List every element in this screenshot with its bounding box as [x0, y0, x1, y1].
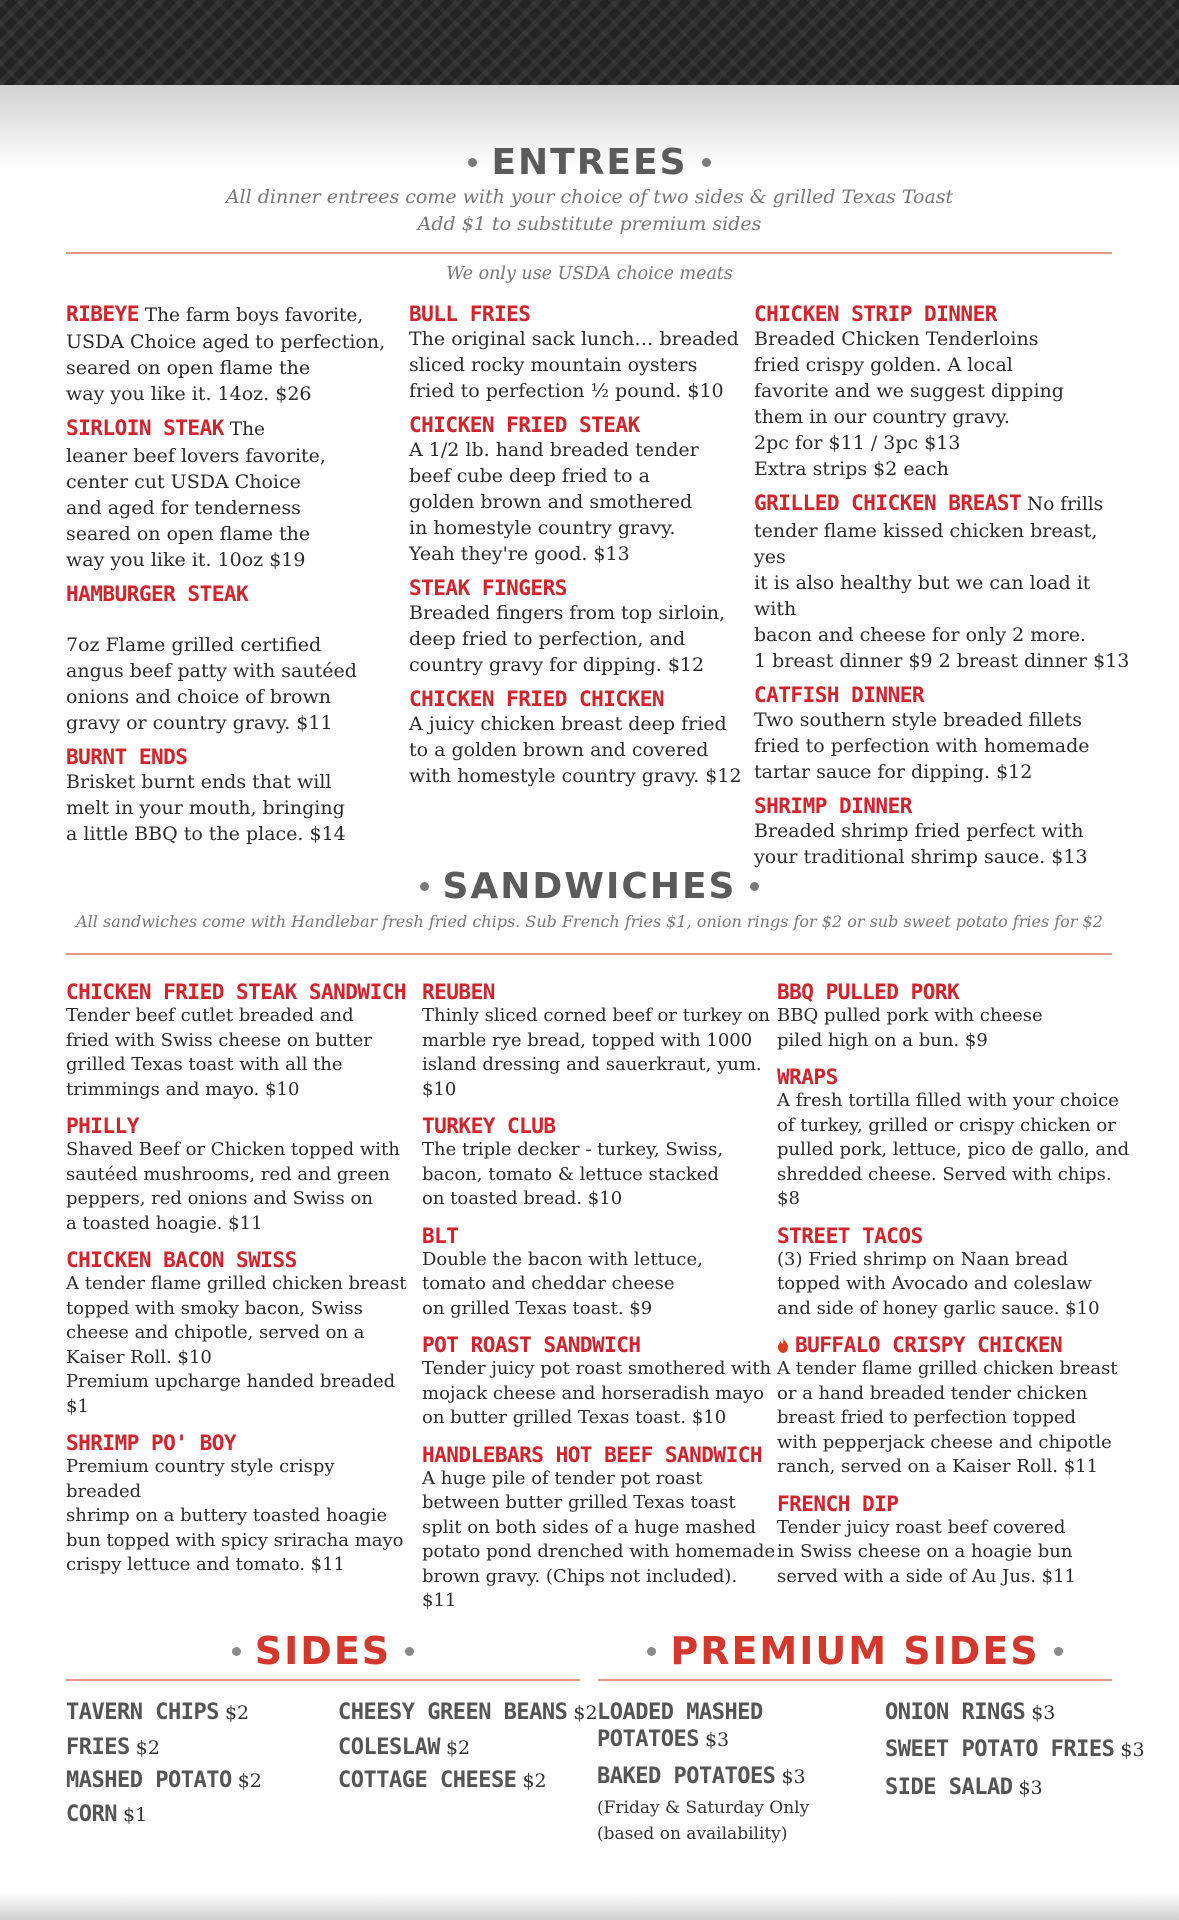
menu-item [754, 302, 1134, 482]
menu-item-name: WRAPS [777, 1065, 838, 1089]
menu-item-description: The original sack lunch… breaded sliced rocky mountain oysters fried to perfection ½ pound. $10 [409, 328, 739, 402]
premium-sides-title-text: PREMIUM SIDES [670, 1629, 1040, 1673]
menu-item [777, 1333, 1137, 1480]
bullet-dot-icon [1054, 1647, 1063, 1656]
menu-item-header [422, 1114, 777, 1138]
menu-item-header [66, 1431, 411, 1455]
flame-icon [777, 1337, 789, 1353]
menu-item-description: Tender juicy pot roast smothered with mojack cheese and horseradish mayo on butter grilled Texas toast. $10 [422, 1358, 772, 1428]
menu-item [409, 687, 744, 789]
menu-item [66, 745, 401, 847]
menu-item-description: The triple decker - turkey, Swiss, bacon, tomato & lettuce stacked on toasted bread. $10 [422, 1139, 724, 1209]
side-price: $2 [224, 1702, 250, 1724]
menu-item-header [422, 980, 777, 1004]
menu-item-description: Breaded Chicken Tenderloins fried crispy golden. A local favorite and we suggest dipping them in our country gravy. 2pc for $11 / 3pc $13 Extra strips $2 each [754, 328, 1064, 480]
premium-side-item [885, 1700, 1055, 1725]
menu-item-description: Shaved Beef or Chicken topped with sautéed mushrooms, red and green peppers, red onions and Swiss on a toasted hoagie. $11 [66, 1139, 400, 1234]
sandwiches-column-2 [422, 980, 777, 1626]
menu-item-header [422, 1224, 777, 1248]
menu-item-description: leaner beef lovers favorite, center cut USDA Choice and aged for tenderness seared on open flame the way you like it. 10oz $19 [66, 445, 326, 571]
menu-item-header [754, 794, 1134, 818]
menu-item-header [777, 1492, 1137, 1516]
sandwiches-title-text: SANDWICHES [442, 865, 737, 907]
menu-item-description: Two southern style breaded fillets fried to perfection with homemade tartar sauce for dipping. $12 [754, 709, 1090, 783]
menu-item-description: BBQ pulled pork with cheese piled high on a bun. $9 [777, 1005, 1043, 1051]
bullet-dot-icon [647, 1647, 656, 1656]
entrees-subtitle-2: Add $1 to substitute premium sides [417, 213, 762, 235]
menu-item-name: CHICKEN STRIP DINNER [754, 302, 997, 326]
menu-item [777, 1224, 1137, 1322]
menu-item-header [66, 302, 401, 329]
entrees-title [0, 140, 1179, 184]
side-name: COTTAGE CHEESE [338, 1768, 517, 1793]
menu-item-description: USDA Choice aged to perfection, seared on open flame the way you like it. 14oz. $26 [66, 331, 386, 405]
top-texture-bar [0, 0, 1179, 85]
premium-side-item [597, 1700, 763, 1754]
menu-item-description: (3) Fried shrimp on Naan bread topped with Avocado and coleslaw and side of honey garlic sauce. $10 [777, 1248, 1100, 1319]
bottom-shadow [0, 1892, 1179, 1920]
menu-item-name: BBQ PULLED PORK [777, 980, 960, 1004]
entrees-divider [66, 252, 1112, 254]
menu-item [409, 576, 744, 678]
entrees-column-2 [409, 302, 744, 798]
side-item [338, 1768, 547, 1793]
bullet-dot-icon [420, 882, 429, 891]
menu-item-header [409, 576, 744, 600]
menu-item [777, 1492, 1137, 1590]
side-price: $2 [237, 1770, 262, 1792]
baked-potato-note-2: (based on availability) [597, 1824, 788, 1844]
menu-item-header [754, 302, 1134, 326]
premium-side-item [597, 1764, 806, 1789]
side-name: POTATOES [597, 1727, 699, 1752]
premium-side-item [885, 1775, 1043, 1800]
menu-item-header [754, 683, 1134, 707]
side-name: SWEET POTATO FRIES [885, 1737, 1115, 1762]
menu-item [422, 1224, 777, 1322]
menu-item-header [422, 1333, 777, 1357]
side-price: $3 [1018, 1777, 1043, 1799]
menu-item-description: A tender flame grilled chicken breast or a hand breaded tender chicken breast fried to perfection topped with pepperjack cheese and chipotle ranch, served on a Kaiser Roll. $11 [777, 1358, 1118, 1477]
menu-item-description-lead: The farm boys favorite, [138, 305, 364, 326]
menu-item [409, 413, 744, 567]
sides-divider [66, 1679, 580, 1681]
menu-item-description: Tender beef cutlet breaded and fried with Swiss cheese on butter grilled Texas toast with all the trimmings and mayo. $10 [66, 1005, 372, 1100]
side-name: CHEESY GREEN BEANS [338, 1700, 568, 1725]
side-name: ONION RINGS [885, 1700, 1026, 1725]
side-price: $2 [522, 1770, 547, 1792]
menu-item-header [66, 416, 401, 443]
side-item [66, 1700, 249, 1725]
side-name: SIDE SALAD [885, 1775, 1013, 1800]
menu-item-description-lead: No frills [1021, 494, 1104, 515]
menu-item-name: CHICKEN FRIED STEAK SANDWICH [66, 980, 407, 1004]
menu-item-name: GRILLED CHICKEN BREAST [754, 491, 1022, 515]
menu-item-description: Breaded fingers from top sirloin, deep fried to perfection, and country gravy for dipping. $12 [409, 602, 726, 676]
menu-item-header [66, 745, 401, 769]
entrees-column-1 [66, 302, 401, 856]
menu-item [754, 491, 1134, 674]
sandwiches-column-1 [66, 980, 411, 1590]
side-item [66, 1735, 160, 1760]
side-name: CORN [66, 1802, 117, 1827]
menu-item-name: HANDLEBARS HOT BEEF SANDWICH [422, 1442, 763, 1467]
side-name: COLESLAW [338, 1735, 440, 1760]
side-item [66, 1802, 147, 1827]
menu-item [754, 794, 1134, 870]
sandwiches-subtitle: All sandwiches come with Handlebar fresh fried chips. Sub French fries $1, onion rings for $2 or sub sweet potato fries for $2 [76, 912, 1103, 931]
menu-item [66, 302, 401, 407]
menu-item-header [777, 980, 1137, 1004]
side-name: MASHED POTATO [66, 1768, 232, 1793]
side-price: $3 [1031, 1702, 1056, 1724]
premium-side-item [885, 1737, 1145, 1762]
menu-item [754, 683, 1134, 785]
menu-item-name: TURKEY CLUB [422, 1114, 556, 1138]
menu-item-description: Breaded shrimp fried perfect with your traditional shrimp sauce. $13 [754, 820, 1088, 868]
menu-item-name: STREET TACOS [777, 1223, 923, 1248]
bullet-dot-icon [702, 158, 711, 167]
menu-item [422, 1114, 777, 1212]
menu-item-name: STEAK FINGERS [409, 576, 567, 600]
side-name: LOADED MASHED [597, 1700, 763, 1725]
menu-item-description-lead: The [223, 419, 265, 440]
menu-item [66, 416, 401, 573]
menu-item-name: CATFISH DINNER [754, 683, 925, 707]
menu-item-name: SHRIMP PO' BOY [66, 1431, 237, 1455]
menu-item-name: CHICKEN FRIED STEAK [409, 413, 640, 437]
sides-title-text: SIDES [254, 1629, 392, 1673]
menu-item-name: FRENCH DIP [777, 1491, 899, 1516]
side-price: $3 [781, 1766, 806, 1788]
menu-item [66, 1431, 411, 1578]
menu-item [777, 980, 1137, 1053]
bullet-dot-icon [468, 158, 477, 167]
bullet-dot-icon [232, 1647, 241, 1656]
menu-item [422, 980, 777, 1102]
menu-item-header [66, 1248, 411, 1272]
menu-item-name: RIBEYE [66, 302, 139, 326]
menu-item [66, 582, 401, 736]
menu-item-description: tender flame kissed chicken breast, yes it is also healthy but we can load it with bacon and cheese for only 2 more. 1 breast dinner $9 2 breast dinner $13 [754, 520, 1130, 672]
menu-item-description: Double the bacon with lettuce, tomato and cheddar cheese on grilled Texas toast. $9 [422, 1248, 703, 1319]
menu-item-description: A 1/2 lb. hand breaded tender beef cube deep fried to a golden brown and smothered in homestyle country gravy. Yeah they're good. $13 [409, 439, 699, 565]
menu-item-name: CHICKEN FRIED CHICKEN [409, 687, 665, 711]
menu-item [66, 1114, 411, 1236]
menu-item [422, 1443, 777, 1614]
menu-item-header [66, 980, 411, 1004]
menu-item-name: SIRLOIN STEAK [66, 416, 224, 440]
side-name: TAVERN CHIPS [66, 1700, 219, 1725]
menu-item [66, 1248, 411, 1419]
entrees-title-text: ENTREES [491, 141, 688, 183]
menu-item-header [422, 1443, 777, 1467]
menu-item-header [777, 1224, 1137, 1248]
menu-item-description: Brisket burnt ends that will melt in your mouth, bringing a little BBQ to the place. $14 [66, 771, 346, 845]
menu-item-description: A juicy chicken breast deep fried to a golden brown and covered with homestyle country gravy. $12 [409, 713, 742, 787]
side-name: BAKED POTATOES [597, 1764, 776, 1789]
menu-item [777, 1065, 1137, 1212]
side-name: FRIES [66, 1735, 130, 1760]
menu-item-header [66, 1114, 411, 1138]
menu-item-name: SHRIMP DINNER [754, 794, 912, 818]
entrees-subtitle-1: All dinner entrees come with your choice of two sides & grilled Texas Toast [225, 186, 954, 208]
menu-item-header [754, 491, 1134, 518]
menu-item-description: A fresh tortilla filled with your choice of turkey, grilled or crispy chicken or pulled pork, lettuce, pico de gallo, and shredded cheese. Served with chips. $8 [777, 1090, 1130, 1209]
menu-item-description: Premium country style crispy breaded shrimp on a buttery toasted hoagie bun topped with spicy sriracha mayo crispy lettuce and tomato. $11 [66, 1456, 404, 1575]
menu-item [409, 302, 744, 404]
menu-item-description: A huge pile of tender pot roast between butter grilled Texas toast split on both sides of a huge mashed potato pond drenched with homemade brown gravy. (Chips not included). $11 [422, 1467, 776, 1611]
menu-item [66, 980, 411, 1102]
sandwiches-title [0, 864, 1179, 908]
sides-title [66, 1627, 580, 1675]
premium-sides-title [598, 1627, 1112, 1675]
side-item [338, 1735, 470, 1760]
menu-item-name: BLT [422, 1223, 459, 1248]
menu-item-name: BULL FRIES [409, 302, 531, 326]
premium-sides-divider [598, 1679, 1112, 1681]
bullet-dot-icon [405, 1647, 414, 1656]
side-price: $2 [135, 1737, 160, 1759]
side-item [338, 1700, 598, 1725]
usda-note: We only use USDA choice meats [446, 264, 733, 284]
entrees-column-3 [754, 302, 1134, 879]
side-price: $2 [445, 1737, 471, 1759]
sandwiches-column-3 [777, 980, 1137, 1601]
menu-item-name: BUFFALO CRISPY CHICKEN [795, 1333, 1063, 1357]
menu-item-description: Tender juicy roast beef covered in Swiss cheese on a hoagie bun served with a side of Au Jus. $11 [777, 1516, 1076, 1587]
menu-item-description: Thinly sliced corned beef or turkey on marble rye bread, topped with 1000 island dressing and sauerkraut, yum. $10 [422, 1005, 771, 1100]
sandwiches-divider [66, 953, 1112, 955]
menu-item-header [409, 413, 744, 437]
menu-item-description: 7oz Flame grilled certified angus beef patty with sautéed onions and choice of brown gravy or country gravy. $11 [66, 634, 357, 734]
menu-item-header [409, 302, 744, 326]
menu-item-name: REUBEN [422, 980, 495, 1004]
baked-potato-note-1: (Friday & Saturday Only [597, 1798, 810, 1818]
menu-item-header [777, 1065, 1137, 1089]
menu-item-header [777, 1333, 1137, 1357]
bullet-dot-icon [750, 882, 759, 891]
menu-item-name: POT ROAST SANDWICH [422, 1333, 641, 1357]
menu-item [422, 1333, 777, 1431]
menu-item-name: HAMBURGER STEAK [66, 582, 249, 606]
side-price: $1 [122, 1804, 148, 1826]
side-item [66, 1768, 262, 1793]
side-price: $3 [1120, 1739, 1145, 1761]
side-price: $3 [704, 1729, 730, 1751]
menu-item-name: PHILLY [66, 1114, 139, 1138]
side-price: $2 [573, 1702, 598, 1724]
menu-item-name: CHICKEN BACON SWISS [66, 1248, 297, 1272]
menu-item-header [66, 582, 401, 606]
menu-item-description: A tender flame grilled chicken breast topped with smoky bacon, Swiss cheese and chipotle, served on a Kaiser Roll. $10 Premium upcharge handed breaded $1 [66, 1273, 407, 1417]
menu-item-header [409, 687, 744, 711]
menu-item-name: BURNT ENDS [66, 745, 188, 769]
